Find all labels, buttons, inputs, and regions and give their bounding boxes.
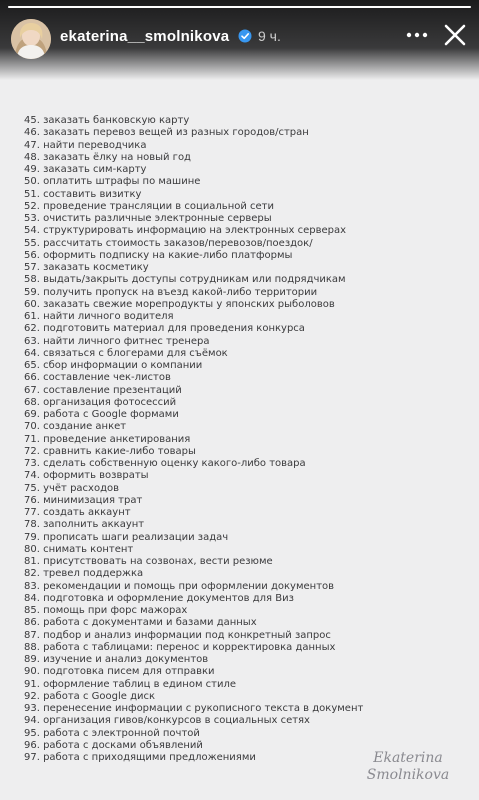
list-item: 57. заказать косметику — [24, 262, 149, 273]
list-item: 61. найти личного водителя — [24, 311, 174, 322]
list-item: 90. подготовка писем для отправки — [24, 666, 215, 678]
list-item: 65. сбор информации о компании — [24, 360, 203, 371]
avatar[interactable] — [11, 19, 51, 59]
list-item: 93. перенесение информации с рукописного текста в документ — [24, 703, 364, 714]
username[interactable]: ekaterina__smolnikova — [60, 28, 230, 45]
close-icon[interactable] — [440, 20, 470, 50]
list-item: 78. заполнить аккаунт — [24, 519, 145, 531]
list-item: 45. заказать банковскую карту — [24, 115, 190, 126]
list-item: 62. подготовить материал для проведения конкурса — [24, 323, 305, 335]
list-item: 79. прописать шаги реализации задач — [24, 531, 229, 543]
list-item: 69. работа с Google формами — [24, 409, 179, 420]
story-header — [0, 0, 479, 80]
list-item: 56. оформить подписку на какие-либо платформы — [24, 249, 293, 261]
list-item: 67. составление презентаций — [24, 384, 182, 396]
task-list — [24, 115, 363, 764]
more-options-icon[interactable] — [404, 22, 430, 48]
list-item: 87. подбор и анализ информации под конкретный запрос — [24, 629, 331, 641]
list-item: 66. составление чек-листов — [24, 372, 171, 384]
signature-line-1: Ekaterina — [373, 750, 443, 766]
list-item: 84. подготовка и оформление документов для Виз — [24, 592, 294, 604]
list-item: 51. составить визитку — [24, 188, 142, 200]
post-time: 9 ч. — [258, 28, 281, 44]
list-item: 88. работа с таблицами: перенос и корректировка данных — [24, 641, 336, 653]
list-item: 96. работа с досками объявлений — [24, 739, 203, 751]
list-item: 91. оформление таблиц в едином стиле — [24, 678, 237, 690]
list-item: 63. найти личного фитнес тренера — [24, 335, 210, 347]
list-item: 53. очистить различные электронные серверы — [24, 213, 272, 224]
signature-line-2: Smolnikova — [366, 767, 450, 783]
list-item: 49. заказать сим-карту — [24, 164, 147, 175]
list-item: 46. заказать перевоз вещей из разных городов/стран — [24, 127, 309, 139]
list-item: 58. выдать/закрыть доступы сотрудникам или подрядчикам — [24, 274, 346, 286]
story-progress-fill — [8, 6, 471, 8]
list-item: 77. создать аккаунт — [24, 507, 131, 518]
list-item: 76. минимизация трат — [24, 494, 143, 506]
list-item: 54. структурировать информацию на электронных серверах — [24, 225, 347, 237]
list-item: 48. заказать ёлку на новый год — [24, 151, 191, 163]
list-item: 95. работа с электронной почтой — [24, 727, 200, 739]
list-item: 73. сделать собственную оценку какого-либо товара — [24, 458, 306, 469]
list-item: 50. оплатить штрафы по машине — [24, 176, 201, 188]
list-item: 82. тревел поддержка — [24, 568, 144, 580]
signature-watermark — [344, 750, 472, 784]
list-item: 86. работа с документами и базами данных — [24, 617, 257, 629]
list-item: 64. связаться с блогерами для съёмок — [24, 347, 228, 359]
list-item: 80. снимать контент — [24, 543, 134, 555]
list-item: 47. найти переводчика — [24, 139, 147, 151]
list-item: 59. получить пропуск на въезд какой-либо территории — [24, 286, 318, 298]
list-item: 81. присутствовать на созвонах, вести резюме — [24, 556, 273, 567]
list-item: 52. проведение трансляции в социальной сети — [24, 200, 275, 212]
list-item: 89. изучение и анализ документов — [24, 654, 209, 665]
list-item: 71. проведение анкетирования — [24, 433, 191, 445]
list-item: 72. сравнить какие-либо товары — [24, 445, 196, 457]
list-item: 97. работа с приходящими предложениями — [24, 752, 256, 763]
list-item: 70. создание анкет — [24, 421, 127, 433]
list-item: 60. заказать свежие морепродукты у японских рыболовов — [24, 298, 335, 310]
verified-badge-icon — [238, 29, 252, 43]
story-progress-bar — [8, 6, 471, 8]
list-item: 68. организация фотосессий — [24, 396, 177, 408]
list-item: 75. учёт расходов — [24, 482, 119, 494]
list-item: 83. рекомендации и помощь при оформлении документов — [24, 580, 335, 592]
list-item: 85. помощь при форс мажорах — [24, 605, 188, 616]
list-item: 55. рассчитать стоимость заказов/перевозов/поездок/ — [24, 237, 313, 249]
list-item: 94. организация гивов/конкурсов в социальных сетях — [24, 715, 310, 727]
list-item: 74. оформить возвраты — [24, 470, 149, 482]
list-item: 92. работа с Google диск — [24, 690, 156, 702]
